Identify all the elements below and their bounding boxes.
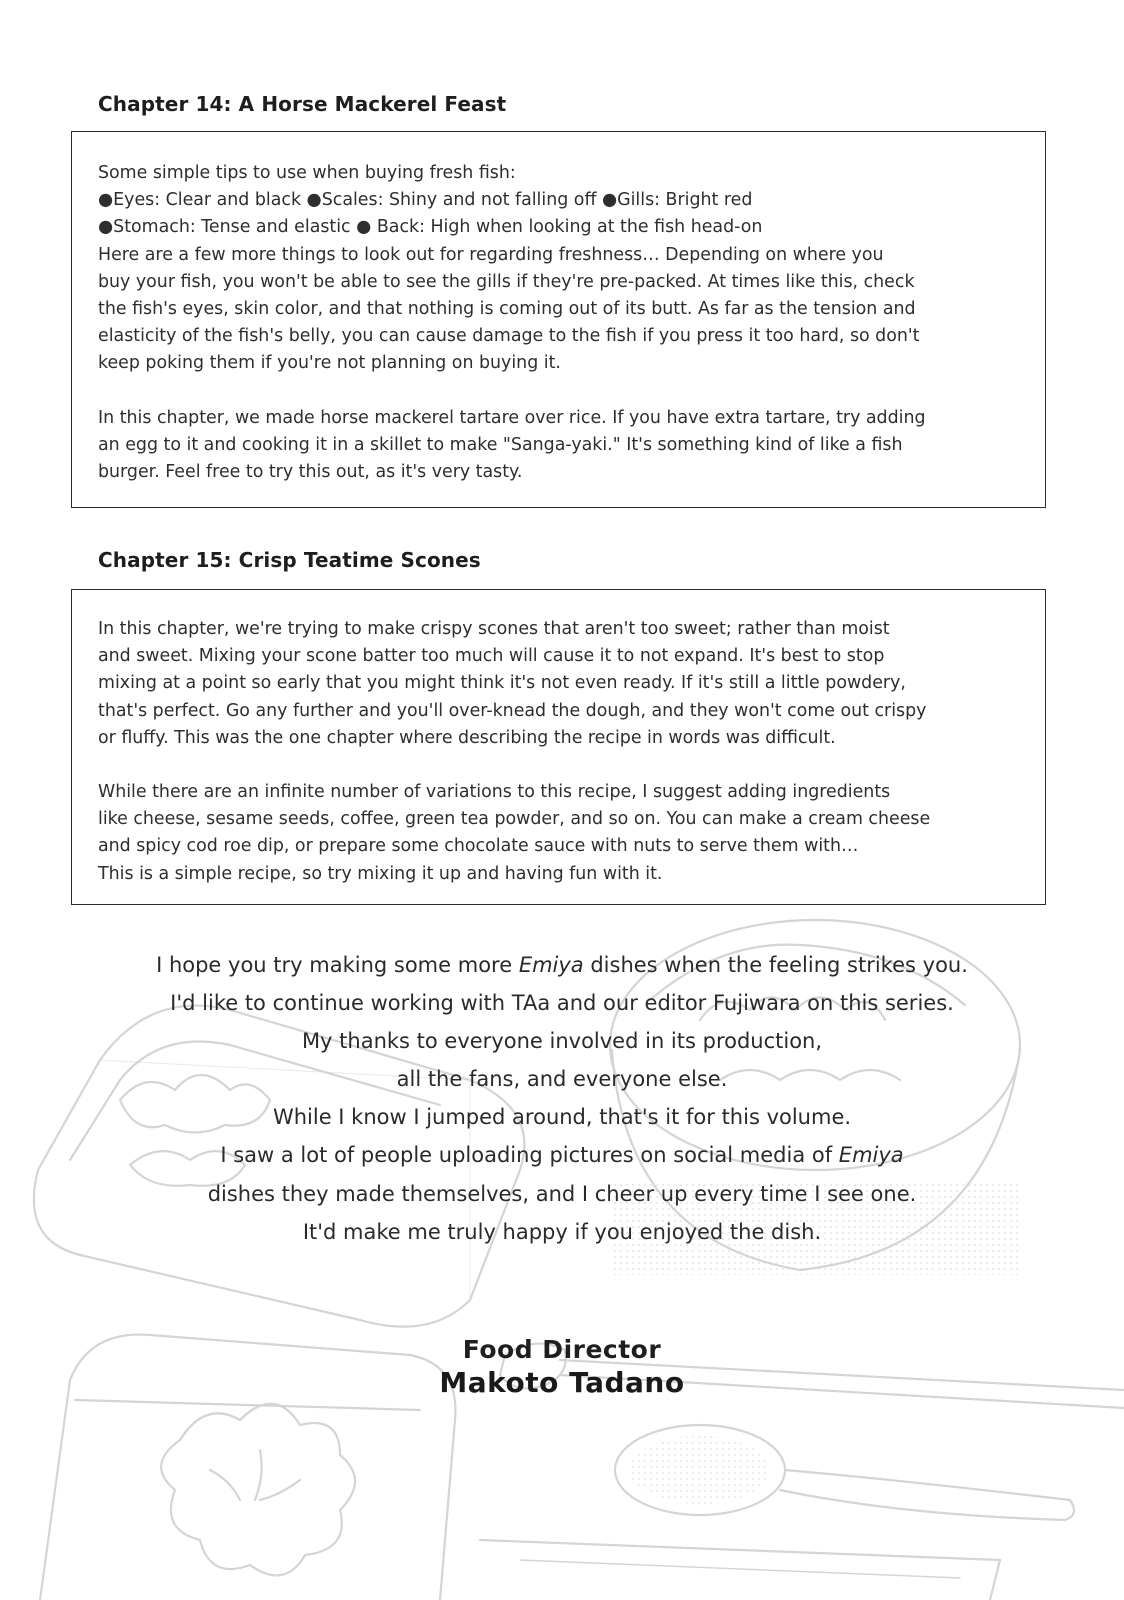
- chapter-15-notes-box: [71, 589, 1046, 905]
- chapter-14-heading: Chapter 14: A Horse Mackerel Feast: [98, 92, 507, 116]
- closing-line-8: It'd make me truly happy if you enjoyed the dish.: [302, 1219, 822, 1244]
- closing-line-1-start: I hope you try making some more: [156, 953, 519, 977]
- chapter-14-paragraph-2: In this chapter, we made horse mackerel tartare over rice. If you have extra tartare, try adding an egg to it and cooking it in a skillet to make "Sanga-yaki." It's something kind of like a fish burger. Feel free to try this out, as it's very tasty.: [98, 407, 926, 483]
- closing-line-1-end: dishes when the feeling strikes you.: [583, 953, 968, 977]
- chapter-15-paragraph-2: While there are an infinite number of variations to this recipe, I suggest adding ingredients like cheese, sesame seeds, coffee, green tea powder, and so on. You can make a cream cheese and spicy cod roe dip, or prepare some chocolate sauce with nuts to serve them with… This is a simple recipe, so try mixing it up and having fun with it.: [98, 782, 931, 884]
- closing-line-1-title: Emiya: [518, 953, 584, 977]
- closing-line-5: While I know I jumped around, that's it for this volume.: [272, 1105, 852, 1130]
- signature-role: Food Director: [462, 1335, 662, 1364]
- closing-line-1: [60, 946, 1064, 984]
- chapter-14-paragraph-1: Some simple tips to use when buying fresh fish: ●Eyes: Clear and black ●Scales: Shiny and not falling off ●Gills: Bright red ●Stomach: Tense and elastic ● Back: High when looking at the fish head-on Here are a few more things to look out for regarding freshness… Depending on where you buy your fish, you won't be able to see the gills if they're pre-packed. At times like this, check the fish's eyes, skin color, and that nothing is coming out of its butt. As far as the tension and elasticity of the fish's belly, you can cause damage to the fish if you press it too hard, so don't keep poking them if you're not planning on buying it.: [98, 163, 920, 374]
- signature-name: Makoto Tadano: [439, 1366, 685, 1399]
- closing-line-4: all the fans, and everyone else.: [396, 1067, 728, 1092]
- closing-line-3: My thanks to everyone involved in its production,: [301, 1029, 823, 1054]
- closing-line-6-start: I saw a lot of people uploading pictures on social media of: [220, 1143, 839, 1168]
- chapter-15-paragraph-1: In this chapter, we're trying to make crispy scones that aren't too sweet; rather than moist and sweet. Mixing your scone batter too much will cause it to not expand. It's best to stop mixing at a point so early that you might think it's not even ready. If it's still a little powdery, that's perfect. Go any further and you'll over-knead the dough, and they won't come out crispy or fluffy. This was the one chapter where describing the recipe in words was difficult.: [98, 619, 927, 748]
- closing-line-2: I'd like to continue working with TAa and our editor Fujiwara on this series.: [170, 991, 954, 1016]
- closing-message: [60, 946, 1064, 1251]
- signature-block: [0, 1335, 1124, 1399]
- chapter-14-notes-box: [71, 131, 1046, 508]
- closing-line-6: [60, 1136, 1064, 1174]
- chapter-15-heading: Chapter 15: Crisp Teatime Scones: [98, 548, 481, 572]
- closing-line-6-title: Emiya: [838, 1143, 904, 1168]
- closing-line-7: dishes they made themselves, and I cheer up every time I see one.: [207, 1181, 917, 1206]
